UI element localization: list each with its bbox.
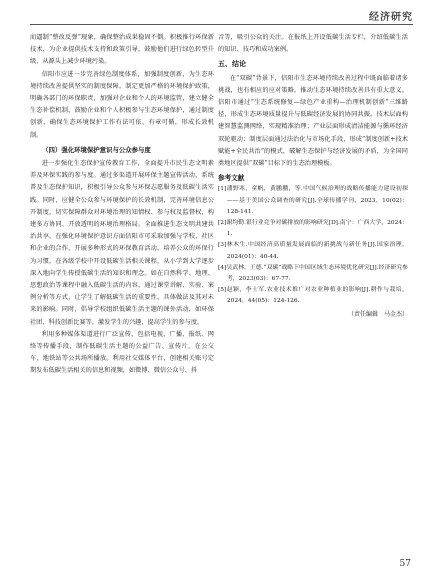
right-paragraph-top: 音等，吸引公众的关注。在报纸上开设低碳生活专栏，介绍低碳生活的知识、技巧和成功案例。: [218, 34, 408, 54]
subsection-title: （四）强化环境保护意识与公众参与度: [42, 145, 151, 154]
reference-item: [1]潘野寒，童帆，黄鹏鹏，等.中国气候治理的战略传播能力建设初探——基于美国公众调查的研究[J].全球传播学刊，2023，10(02)：128-141.: [218, 186, 408, 215]
references-heading: 参考文献: [218, 174, 245, 183]
right-paragraph-1: 在“双碳”背景下，信阳市生态环境持续改善过程中既面临着诸多挑战，也有相应的应对策略，推动生态环境持续改善具有重大意义。信阳市通过“生态系统修复—绿色产业重构—治理机制创新”三维路径，形成生态环境质量提升与低碳经济发展的协同共振。技术层面构建智慧监测网络，实现精准治理；产业层面形成清洁能源与循环经济双轮驱动；制度层面通过法治化与市场化手段，形成“制度创新+技术赋能+全民共治”的模式，破解生态保护与经济发展的矛盾，为全国同类地区提供“双碳”目标下的生态治理模板。: [218, 74, 408, 168]
responsible-editor: （责任编辑 马金杰）: [347, 310, 408, 318]
left-paragraph-2: 进一步强化生态保护宣传教育工作，全面提升市民生态文明素养及环保实践的参与度。通过多渠道开展环保主题宣传活动，系统普及生态保护知识，积极引导公众参与环保志愿服务及低碳生活实践。同时，应健全公众参与环境保护的长效机制，完善环境信息公开制度，切实保障群众对环境治理的知情权、参与权及监督权，构建多方协同、开放透明的环境治理格局。全面推进生态文明共建共治共享。在强化环境保护意识方面信阳市可采取加强与学校、社区和企业的合作，开展多种形式的环保教育活动，培养公众的环保行为习惯。在各级学校中开设低碳生活相关课程，从小学到大学逐步深入地向学生传授低碳生活的知识和理念。如在自然科学、地理、思想政治等课程中融入低碳生活的内容，通过课堂讲解、实验、案例分析等方式，让学生了解低碳生活的重要性、具体做法及其对未来的影响。同时，倡导学校组织低碳生活主题的课外活动，如环保社团、科技创新比赛等，激发学生的兴趣，提高学生的参与度。: [30, 160, 214, 326]
right-column: [218, 32, 408, 321]
header-tag: 经济研究: [369, 12, 413, 23]
left-column: [30, 32, 214, 378]
header-rule: [30, 24, 413, 25]
reference-item: [3]林木生.中国经济高质量发展面临的新挑战与新任务[J].国家治理，2024(01)：40-44.: [218, 242, 408, 260]
page-number: 57: [399, 559, 411, 569]
reference-item: [5]赵颖，李士军.农业技术推广对农业种植业的影响[J].耕作与栽培，2024，44(05)：124-126.: [218, 287, 408, 305]
left-paragraph-3: 利用多种媒体渠道进行广泛宣传，包括电视、广播、报纸、网络等传播手段，制作低碳生活主题的公益广告、宣传片，在公交车、地铁站等公共场所播放。利用社交媒体平台，创建相关账号定期发布低碳生活相关的信息和视频，如微博、微信公众号、抖: [30, 330, 214, 375]
left-paragraph-1: 信阳市应进一步完善绿色制度体系，加强制度创新，为生态环境持续改善提供坚实的制度保障。制定更加严格的环境保护政策，明确各部门的环保职责，加强对企业和个人的环境监管，建立健全生态补偿机制，鼓励企业和个人积极参与生态环境保护，通过制度创新，确保生态环境保护工作有法可依、有章可循，形成长效机制。: [30, 70, 214, 139]
left-paragraph-top: 而逼制“整改反弹”现象，确保整治成果稳固不倒。积极推行环保新技术，为企业提供技术支持和政策引导，鼓励他们进行绿色转型升级，从源头上减少环境污染。: [30, 34, 214, 66]
reference-item: [4]吴武林，王德.“双碳”战略下中国区域生态环境优化研究[J].经济研究参考，2023(03)：67-77.: [218, 264, 409, 283]
section-title: 五、结论: [218, 59, 246, 69]
reference-item: [2]谢均勤.银行业竞争对碳排放的影响研究[D].南宁：广西大学，2024：1.: [218, 220, 408, 238]
